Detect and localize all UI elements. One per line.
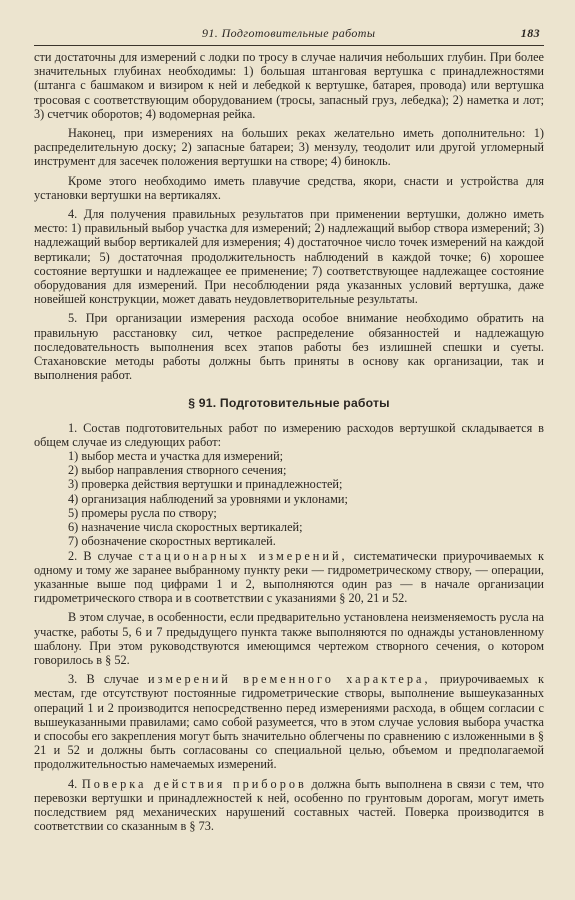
point-3-lead: 3. В случае <box>68 672 148 687</box>
paragraph-point-4: 4. Для получения правильных результатов при применении вертушки, должно иметь место: 1) правильный выбор участка для измерений; 2) надлежащий выбор створа измерений; 3) надлежащий выбор вертикалей для измерения; 4) достаточное число точек измерений на каждой вертикали; 5) достаточная продолжительность наблюдений в каждой точке; 6) хорошее состояние вертушки и надлежащее ее применение; 7) соответствующее надлежащее состояние оборудования для измерений. При несоблюдении ряда указанных условий вертушка, даже новейшей конструкции, может давать неудовлетворительные результаты. <box>34 207 544 307</box>
section-heading: § 91. Подготовительные работы <box>188 396 390 411</box>
paragraph-continued: сти достаточны для измерений с лодки по тросу в случае наличия небольших глубин. При более значительных глубинах необходимы: 1) большая штанговая вертушка с принадлежностями (штанга с башмаком и визиром к ней и лебедкой к вертушке, батарея, провода) или вертушка тросовая с соответствующим оборудованием (тросы, запасный груз, лебедка); 2) наметка и лот; 3) счетчик оборотов; 4) водомерная рейка. <box>34 50 544 121</box>
list-item: 2) выбор направления створного сечения; <box>68 463 287 478</box>
point-2-emphasis: стационарных измерений, <box>138 548 348 563</box>
paragraph-section-point-3 <box>34 672 544 771</box>
page-number: 183 <box>520 26 540 40</box>
point-4-emphasis: Поверка действия приборов <box>81 776 307 791</box>
list-item: 6) назначение числа скоростных вертикалей; <box>68 520 303 535</box>
body-text <box>34 50 544 833</box>
list-item: 3) проверка действия вертушки и принадлежностей; <box>68 477 343 492</box>
paragraph-section-point-2 <box>34 549 544 606</box>
paragraph-section-point-4 <box>34 777 544 834</box>
paragraph-point-5: 5. При организации измерения расхода особое внимание необходимо обратить на правильную расстановку сил, четкое распределение обязанностей и надлежащую последовательность выполнения всех этапов работы без излишней спешки и суеты. Стахановские методы работы должны быть приняты в основу как организации, так и выполнения работ. <box>34 311 544 383</box>
list-item: 4) организация наблюдений за уровнями и уклонами; <box>68 491 348 506</box>
book-page <box>34 26 544 886</box>
paragraph-floating-means: Кроме этого необходимо иметь плавучие средства, якори, снасти и устройства для установки вертушки на вертикалях. <box>34 173 544 202</box>
list-item: 7) обозначение скоростных вертикалей. <box>68 534 276 549</box>
list-item: 1) выбор места и участка для измерений; <box>68 449 284 464</box>
point-4-rest: должна быть выполнена в связи с тем, что перевозки вертушки и принадлежностей к ней, особенно по грунтовым дорогам, могут иметь последствием ряд механических нарушений составных частей. Поверка производится в соответствии со сказанным в § 73. <box>34 776 544 834</box>
point-3-rest: приурочиваемых к местам, где отсутствуют постоянные гидрометрические створы, выполнение вышеуказанных операций 1 и 2 производится непосредственно перед измерениями расхода, в общем согласии с вышеуказанными правилами; само собой разумеется, что в этом случае условия выбора участка и способы его закрепления могут быть значительно облегчены по сравнению с изложенными в § 21 и 52 и должны быть согласованы со специальной целью, объемом и предполагаемой продолжительностью намечаемых измерений. <box>34 672 544 772</box>
point-2-rest: систематически приурочиваемых к одному и тому же заранее выбранному пункту реки — гидрометрическому створу, — операции, указанные выше под цифрами 1 и 2, выполняются один раз — в начале организации гидрометрического створа и в соответствии с указаниями § 20, 21 и 52. <box>34 548 544 606</box>
paragraph-additional-equipment: Наконец, при измерениях на больших реках желательно иметь дополнительно: 1) распределительную доску; 2) запасные батареи; 3) мензулу, теодолит или другой угломерный инструмент для засечек положения вертушки на створе; 4) бинокль. <box>34 126 544 169</box>
running-head-title: 91. Подготовительные работы <box>202 26 376 40</box>
point-4-lead: 4. <box>68 776 82 791</box>
paragraph-stationary-case: В этом случае, в особенности, если предварительно установлена неизменяемость русла на участке, работы 5, 6 и 7 предыдущего пункта также выполняются по однажды установленному шаблону. При этом руководствуются имеющимся чертежом створного сечения, о котором говорилось в § 52. <box>34 610 544 667</box>
point-2-lead: 2. В случае <box>68 548 139 563</box>
list-item: 5) промеры русла по створу; <box>68 505 217 520</box>
header-rule <box>34 45 544 46</box>
paragraph-section-point-1: 1. Состав подготовительных работ по измерению расходов вертушкой складывается в общем случае из следующих работ: <box>34 420 544 449</box>
point-3-emphasis: измерений временного характера, <box>148 672 431 687</box>
running-head <box>34 26 544 43</box>
preparatory-works-list <box>68 449 544 548</box>
